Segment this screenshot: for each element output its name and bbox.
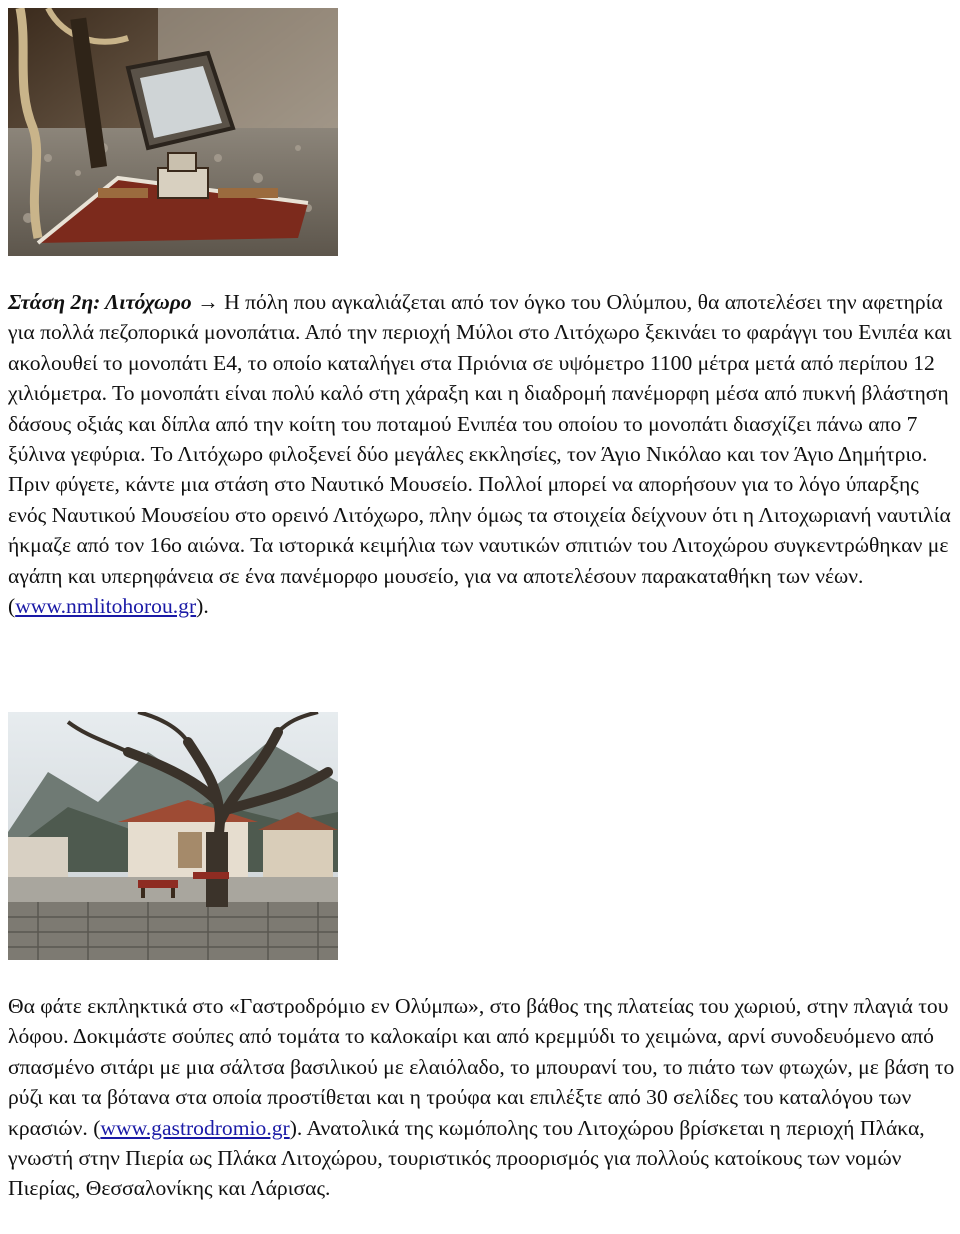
arrow-glyph: → <box>197 290 219 314</box>
nautical-museum-link[interactable]: www.nmlitohorou.gr <box>15 594 197 619</box>
plaka-text: ). Ανατολικά της κωμόπολης του Λιτοχώρου βρίσκεται η περιοχή Πλάκα, γνωστή στην Πιερία ως Πλάκα Λιτοχώρου, τουριστικός προορισμός για πολλούς κατοίκους των νομών Πιερίας, Θεσσαλονίκης και Λάρισας. <box>8 1115 925 1201</box>
museum-illustration <box>8 8 338 256</box>
stop-title: Στάση 2η: Λιτόχωρο <box>8 290 192 314</box>
square-illustration <box>8 712 338 960</box>
gastrodromio-text: Θα φάτε εκπληκτικά στο «Γαστροδρόμιο εν Ολύμπω», στο βάθος της πλατείας του χωριού, στην πλαγιά του λόφου. Δοκιμάστε σούπες από τομάτα το καλοκαίρι και από κρεμμύδι το χειμώνα, αρνί συνοδευόμενο από σπασμένο σιτάρι με μια σάλτσα βασιλικού με ελαιόλαδο, το μπουρανί του, το πιάτο των φτωχών, με βάση το ρύζι και τα βότανα στα οποία προστίθεται και η τρούφα και επιλέξτε από 30 σελίδες του καταλόγου των κρασιών. ( <box>8 994 955 1140</box>
litochoro-paragraph <box>8 287 958 621</box>
village-square-photo <box>8 712 338 960</box>
gastrodromio-link[interactable]: www.gastrodromio.gr <box>100 1115 290 1140</box>
nautical-museum-photo <box>8 8 338 256</box>
litochoro-text-end: ). <box>196 594 209 619</box>
litochoro-text: Η πόλη που αγκαλιάζεται από τον όγκο του Ολύμπου, θα αποτελέσει την αφετηρία για πολλά πεζοπορικά μονοπάτια. Από την περιοχή Μύλοι στο Λιτόχωρο ξεκινάει το φαράγγι του Ενιπέα και ακολουθεί το μονοπάτι Ε4, το οποίο καταλήγει στα Πριόνια σε υψόμετρο 1100 μέτρα μετά από περίπου 12 χιλιόμετρα. Το μονοπάτι είναι πολύ καλό στη χάραξη και η διαδρομή πανέμορφη μέσα από πυκνή βλάστηση δάσους οξιάς και δίπλα από την κοίτη του ποταμού Ενιπέα του οποίου το μονοπάτι διασχίζει πάνω απο 7 ξύλινα γεφύρια. Το Λιτόχωρο φιλοξενεί δύο μεγάλες εκκλησίες, τον Άγιο Νικόλαο και τον Άγιο Δημήτριο. Πριν φύγετε, κάντε μια στάση στο Ναυτικό Μουσείο. Πολλοί μπορεί να απορήσουν για το λόγο ύπαρξης ενός Ναυτικού Μουσείου στο ορεινό Λιτόχωρο, πλην όμως τα στοιχεία δείχνουν ότι η Λιτοχωριανή ναυτιλία ήκμαζε από τον 16ο αιώνα. Τα ιστορικά κειμήλια των ναυτικών σπιτιών του Λιτοχώρου συγκεντρώθηκαν με αγάπη και υπερηφάνεια σε ένα πανέμορφο μουσείο, για να αποτελέσουν παρακαταθήκη των νέων.( <box>8 290 952 619</box>
gastrodromio-paragraph <box>8 991 958 1204</box>
